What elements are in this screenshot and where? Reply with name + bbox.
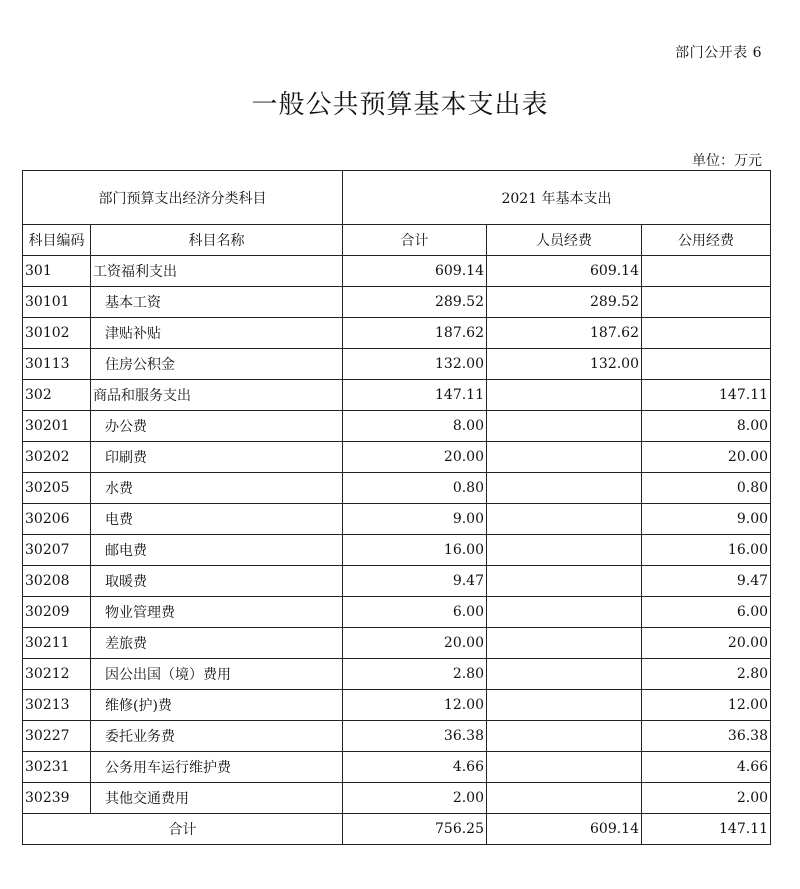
total-personnel: 609.14 (487, 814, 642, 845)
cell-code: 30227 (23, 721, 91, 752)
cell-name: 电费 (91, 504, 343, 535)
cell-code: 30201 (23, 411, 91, 442)
cell-name: 取暖费 (91, 566, 343, 597)
cell-name: 印刷费 (91, 442, 343, 473)
cell-personnel (487, 442, 642, 473)
cell-code: 30209 (23, 597, 91, 628)
cell-personnel (487, 535, 642, 566)
group-header-year-basic: 2021 年基本支出 (343, 171, 771, 225)
cell-personnel (487, 597, 642, 628)
column-header-public: 公用经费 (642, 225, 771, 256)
unit-label: 单位：万元 (692, 153, 762, 169)
cell-total: 8.00 (343, 411, 487, 442)
cell-total: 20.00 (343, 442, 487, 473)
cell-public: 20.00 (642, 628, 771, 659)
table-row (23, 473, 771, 504)
cell-total: 187.62 (343, 318, 487, 349)
cell-code: 30213 (23, 690, 91, 721)
cell-personnel: 609.14 (487, 256, 642, 287)
cell-code: 30231 (23, 752, 91, 783)
table-row (23, 349, 771, 380)
cell-personnel (487, 690, 642, 721)
cell-total: 16.00 (343, 535, 487, 566)
cell-public: 16.00 (642, 535, 771, 566)
cell-total: 147.11 (343, 380, 487, 411)
cell-personnel (487, 380, 642, 411)
cell-personnel (487, 473, 642, 504)
budget-table (22, 170, 771, 845)
cell-code: 30101 (23, 287, 91, 318)
cell-total: 0.80 (343, 473, 487, 504)
cell-personnel (487, 721, 642, 752)
cell-total: 12.00 (343, 690, 487, 721)
table-row (23, 535, 771, 566)
cell-name: 差旅费 (91, 628, 343, 659)
table-row (23, 380, 771, 411)
cell-total: 2.80 (343, 659, 487, 690)
cell-public: 20.00 (642, 442, 771, 473)
cell-public: 2.80 (642, 659, 771, 690)
cell-total: 20.00 (343, 628, 487, 659)
table-row (23, 411, 771, 442)
table-row (23, 659, 771, 690)
cell-code: 301 (23, 256, 91, 287)
cell-personnel: 187.62 (487, 318, 642, 349)
cell-code: 30205 (23, 473, 91, 504)
cell-personnel (487, 411, 642, 442)
cell-code: 30239 (23, 783, 91, 814)
cell-personnel: 289.52 (487, 287, 642, 318)
cell-total: 6.00 (343, 597, 487, 628)
cell-code: 30102 (23, 318, 91, 349)
cell-code: 30208 (23, 566, 91, 597)
cell-public: 9.47 (642, 566, 771, 597)
cell-name: 因公出国（境）费用 (91, 659, 343, 690)
group-header-category: 部门预算支出经济分类科目 (23, 171, 343, 225)
cell-public (642, 287, 771, 318)
cell-code: 30211 (23, 628, 91, 659)
cell-name: 维修(护)费 (91, 690, 343, 721)
cell-code: 30206 (23, 504, 91, 535)
cell-personnel (487, 752, 642, 783)
cell-total: 9.47 (343, 566, 487, 597)
form-number: 部门公开表 6 (675, 45, 762, 61)
cell-public: 36.38 (642, 721, 771, 752)
cell-personnel: 132.00 (487, 349, 642, 380)
cell-code: 302 (23, 380, 91, 411)
cell-name: 商品和服务支出 (91, 380, 343, 411)
page-title: 一般公共预算基本支出表 (251, 90, 549, 120)
cell-total: 9.00 (343, 504, 487, 535)
cell-name: 基本工资 (91, 287, 343, 318)
cell-name: 物业管理费 (91, 597, 343, 628)
cell-name: 委托业务费 (91, 721, 343, 752)
cell-total: 36.38 (343, 721, 487, 752)
cell-personnel (487, 566, 642, 597)
cell-public: 8.00 (642, 411, 771, 442)
cell-name: 住房公积金 (91, 349, 343, 380)
cell-name: 办公费 (91, 411, 343, 442)
cell-total: 4.66 (343, 752, 487, 783)
cell-total: 132.00 (343, 349, 487, 380)
cell-name: 工资福利支出 (91, 256, 343, 287)
table-row (23, 690, 771, 721)
column-header-code: 科目编码 (23, 225, 91, 256)
table-row (23, 752, 771, 783)
table-row (23, 318, 771, 349)
table-row (23, 256, 771, 287)
cell-public: 9.00 (642, 504, 771, 535)
cell-name: 其他交通费用 (91, 783, 343, 814)
cell-name: 津贴补贴 (91, 318, 343, 349)
cell-code: 30212 (23, 659, 91, 690)
table-row (23, 783, 771, 814)
cell-public (642, 256, 771, 287)
cell-total: 609.14 (343, 256, 487, 287)
cell-public: 2.00 (642, 783, 771, 814)
table-row (23, 287, 771, 318)
table-row (23, 628, 771, 659)
group-header-row (23, 171, 771, 225)
total-public: 147.11 (642, 814, 771, 845)
table-row (23, 721, 771, 752)
cell-public (642, 349, 771, 380)
cell-personnel (487, 659, 642, 690)
cell-code: 30207 (23, 535, 91, 566)
total-sum: 756.25 (343, 814, 487, 845)
table-row (23, 566, 771, 597)
column-header-total: 合计 (343, 225, 487, 256)
cell-code: 30113 (23, 349, 91, 380)
cell-public (642, 318, 771, 349)
cell-name: 水费 (91, 473, 343, 504)
cell-public: 6.00 (642, 597, 771, 628)
cell-total: 2.00 (343, 783, 487, 814)
cell-personnel (487, 504, 642, 535)
total-label: 合计 (23, 814, 343, 845)
cell-personnel (487, 783, 642, 814)
column-header-row (23, 225, 771, 256)
table-row (23, 504, 771, 535)
cell-name: 邮电费 (91, 535, 343, 566)
cell-total: 289.52 (343, 287, 487, 318)
total-row (23, 814, 771, 845)
cell-personnel (487, 628, 642, 659)
cell-public: 12.00 (642, 690, 771, 721)
table-row (23, 442, 771, 473)
column-header-personnel: 人员经费 (487, 225, 642, 256)
cell-public: 147.11 (642, 380, 771, 411)
cell-code: 30202 (23, 442, 91, 473)
column-header-name: 科目名称 (91, 225, 343, 256)
table-row (23, 597, 771, 628)
cell-name: 公务用车运行维护费 (91, 752, 343, 783)
cell-public: 4.66 (642, 752, 771, 783)
cell-public: 0.80 (642, 473, 771, 504)
